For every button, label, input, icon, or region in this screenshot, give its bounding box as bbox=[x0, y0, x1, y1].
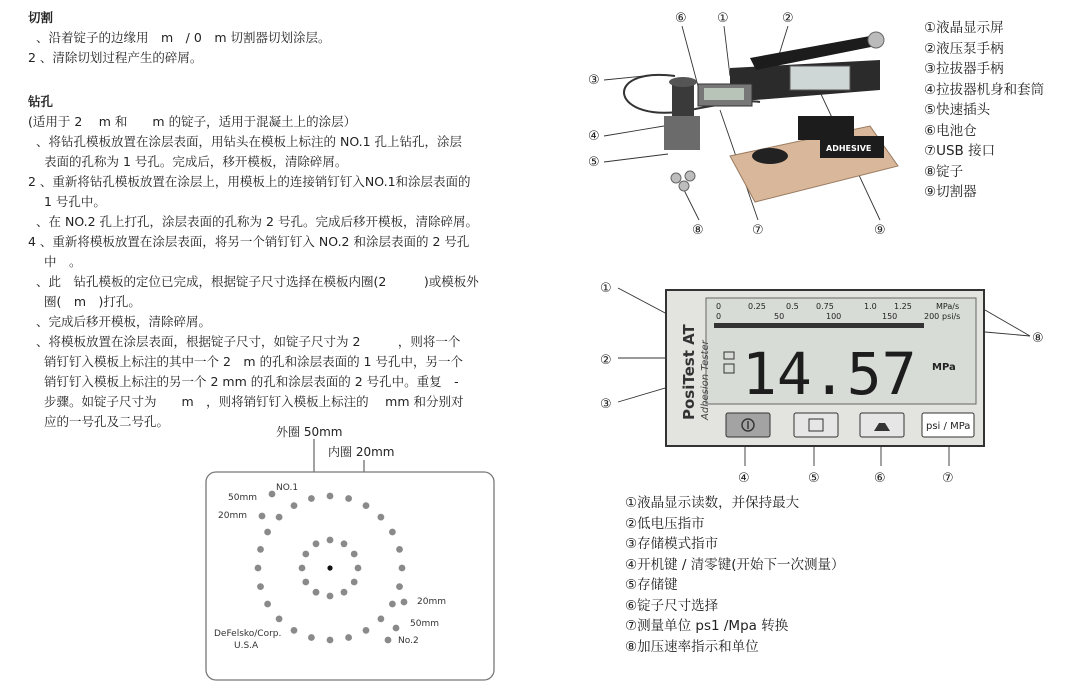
display-legend-item: ⑧加压速率指示和单位 bbox=[625, 638, 759, 655]
scale-psi-3: 150 bbox=[882, 312, 898, 321]
template-hole bbox=[341, 540, 348, 547]
template-hole bbox=[302, 551, 309, 558]
device-legend-item: ③拉拔器手柄 bbox=[924, 61, 1004, 77]
device-callout-8: ⑧ bbox=[692, 223, 704, 238]
template-hole bbox=[257, 583, 264, 590]
device-legend-item: ④拉拔器机身和套筒 bbox=[924, 81, 1045, 98]
template-hole bbox=[308, 634, 315, 641]
pressure-reading: 14.57 bbox=[742, 340, 917, 408]
display-legend-item: ③存储模式指市 bbox=[625, 536, 719, 552]
drilling-line-2: 、将钻孔模板放置在涂层表面，用钻头在模板上标注的 NO.1 孔上钻孔，涂层 bbox=[36, 134, 463, 149]
template-hole bbox=[363, 502, 370, 509]
drilling-line-14: 销钉钉入模板上标注的另一个 2 mm 的孔和涂层表面的 2 号孔中。重复 - bbox=[44, 374, 459, 389]
outer-circle-label: 外圈 50mm bbox=[276, 425, 343, 439]
dolly-size-button[interactable] bbox=[860, 413, 904, 437]
scale-mpa-1: 0.25 bbox=[748, 302, 766, 311]
mark-50mm-right: 50mm bbox=[410, 619, 439, 629]
display-callout-8: ⑧ bbox=[1032, 331, 1044, 346]
handle-knob bbox=[868, 32, 884, 48]
scale-psi-0: 0 bbox=[716, 312, 722, 321]
display-callout-1: ① bbox=[600, 281, 612, 296]
template-hole bbox=[291, 502, 298, 509]
device-callout-2: ② bbox=[782, 11, 794, 26]
power-zero-button[interactable] bbox=[726, 413, 770, 437]
mark-20mm-right: 20mm bbox=[417, 597, 446, 607]
drilling-line-12: 、将模板放置在涂层表面，根据锭子尺寸，如锭子尺寸为 2 ，则将一个 bbox=[36, 334, 461, 349]
display-legend-item: ②低电压指市 bbox=[625, 515, 705, 532]
display-legend-item: ④开机键 / 清零键(开始下一次测量） bbox=[625, 556, 845, 573]
rate-bar bbox=[714, 323, 924, 328]
tester-kit-illustration bbox=[580, 6, 910, 240]
actuator-sleeve bbox=[664, 116, 700, 150]
unit-toggle-label: psi / MPa bbox=[926, 421, 971, 432]
scale-mpa-4: 1.0 bbox=[864, 302, 877, 311]
scale-mpa-0: 0 bbox=[716, 302, 722, 311]
drilling-heading: 钻孔 bbox=[28, 94, 54, 109]
display-callout-5: ⑤ bbox=[808, 471, 820, 486]
template-hole bbox=[351, 551, 358, 558]
display-legend bbox=[625, 493, 845, 657]
template-hole bbox=[255, 565, 262, 572]
mark-50mm-left: 50mm bbox=[228, 493, 257, 503]
template-hole bbox=[389, 529, 396, 536]
drilling-line-6: 、在 NO.2 孔上打孔，涂层表面的孔称为 2 号孔。完成后移开模板，清除碎屑。 bbox=[36, 214, 478, 229]
display-callout-4: ④ bbox=[738, 471, 750, 486]
scale-psi-2: 100 bbox=[826, 312, 842, 321]
drilling-line-4: 2 、重新将钻孔模板放置在涂层上，用模板上的连接销钉钉入NO.1和涂层表面的 bbox=[28, 174, 471, 189]
display-legend-item: ⑦测量单位 ps1 /Mpa 转换 bbox=[625, 618, 789, 634]
template-hole bbox=[313, 589, 320, 596]
display-legend-item: ⑥锭子尺寸选择 bbox=[625, 597, 719, 614]
scale-mpa-unit: MPa/s bbox=[936, 302, 960, 311]
scale-mpa-3: 0.75 bbox=[816, 302, 834, 311]
cutting-heading: 切割 bbox=[28, 10, 54, 25]
template-hole bbox=[351, 579, 358, 586]
template-hole bbox=[276, 514, 283, 521]
device-legend-item: ②液压泵手柄 bbox=[924, 40, 1004, 57]
template-hole bbox=[401, 599, 408, 606]
device-legend-item: ⑦USB 接口 bbox=[924, 143, 996, 159]
display-panel-illustration bbox=[590, 270, 1065, 490]
display-callout-7: ⑦ bbox=[942, 471, 954, 486]
template-hole bbox=[378, 616, 385, 623]
scale-psi-1: 50 bbox=[774, 312, 785, 321]
device-legend-item: ⑥电池仓 bbox=[924, 122, 977, 139]
mini-lcd-screen bbox=[704, 88, 744, 100]
template-hole bbox=[389, 601, 396, 608]
pump-gauge-window bbox=[790, 66, 850, 90]
device-legend-item: ⑨切割器 bbox=[924, 184, 977, 200]
display-callout-6: ⑥ bbox=[874, 471, 886, 486]
template-hole bbox=[299, 565, 306, 572]
template-hole bbox=[396, 583, 403, 590]
adhesive-label: ADHESIVE bbox=[826, 144, 872, 153]
template-hole bbox=[302, 579, 309, 586]
device-callout-1: ① bbox=[717, 11, 729, 26]
scale-mpa-5: 1.25 bbox=[894, 302, 912, 311]
inner-circle-label: 内圈 20mm bbox=[328, 445, 395, 459]
template-hole bbox=[396, 546, 403, 553]
device-callout-9: ⑨ bbox=[874, 223, 886, 238]
mark-no1: NO.1 bbox=[276, 483, 299, 493]
template-hole bbox=[327, 493, 334, 500]
dollies bbox=[671, 171, 695, 191]
memory-button[interactable] bbox=[794, 413, 838, 437]
scale-psi-unit: psi/s bbox=[942, 312, 961, 321]
drilling-line-5: 1 号孔中。 bbox=[44, 194, 106, 209]
template-hole bbox=[327, 593, 334, 600]
device-callout-3: ③ bbox=[588, 73, 600, 88]
template-hole bbox=[363, 627, 370, 634]
drilling-line-15: 步骤。如锭子尺寸为 m ，则将销钉钉入模板上标注的 mm 和分别对 bbox=[44, 394, 464, 409]
drilling-line-11: 、完成后移开模板，清除碎屑。 bbox=[36, 314, 212, 329]
mark-no2: No.2 bbox=[398, 636, 419, 646]
display-legend-item: ⑤存储键 bbox=[625, 577, 678, 593]
template-hole bbox=[355, 565, 362, 572]
reading-unit: MPa bbox=[932, 362, 956, 373]
template-hole bbox=[269, 491, 276, 498]
device-legend-item: ①液晶显示屏 bbox=[924, 20, 1004, 36]
device-callout-4: ④ bbox=[588, 129, 600, 144]
drilling-line-10: 圈( m )打孔。 bbox=[44, 294, 141, 309]
template-hole bbox=[257, 546, 264, 553]
brand-line-1: PosiTest AT bbox=[680, 324, 698, 420]
unit-toggle-button[interactable] bbox=[922, 413, 974, 437]
drilling-line-13: 销钉钉入模板上标注的其中一个 2 m 的孔和涂层表面的 1 号孔中，另一个 bbox=[44, 354, 463, 369]
template-hole bbox=[378, 514, 385, 521]
drilling-line-7: 4 、重新将模板放置在涂层表面，将另一个销钉钉入 NO.2 和涂层表面的 2 号孔 bbox=[28, 234, 470, 249]
drill-template-figure bbox=[200, 420, 500, 685]
cutting-line-2: 2 、清除切划过程产生的碎屑。 bbox=[28, 50, 203, 65]
drilling-line-3: 表面的孔称为 1 号孔。完成后，移开模板，清除碎屑。 bbox=[44, 154, 348, 169]
drilling-line-8: 中 。 bbox=[44, 254, 82, 269]
template-hole bbox=[264, 601, 271, 608]
device-callout-6: ⑥ bbox=[675, 11, 687, 26]
template-hole bbox=[399, 565, 406, 572]
template-hole bbox=[276, 616, 283, 623]
template-hole bbox=[345, 634, 352, 641]
template-hole bbox=[341, 589, 348, 596]
maker-line-1: DeFelsko/Corp. bbox=[214, 629, 282, 639]
cutting-section bbox=[28, 8, 330, 68]
template-hole bbox=[308, 495, 315, 502]
center-hole bbox=[327, 565, 332, 570]
drilling-section bbox=[28, 92, 479, 432]
mark-20mm-left: 20mm bbox=[218, 511, 247, 521]
template-hole bbox=[291, 627, 298, 634]
template-hole bbox=[385, 637, 392, 644]
scale-mpa-2: 0.5 bbox=[786, 302, 799, 311]
drilling-line-1: (适用于 2 m 和 m 的锭子，适用于混凝土上的涂层） bbox=[28, 114, 357, 129]
template-hole bbox=[327, 637, 334, 644]
cutter-tool bbox=[752, 148, 788, 164]
device-legend bbox=[924, 18, 1044, 203]
drilling-line-9: 、此 钻孔模板的定位已完成，根据锭子尺寸选择在模板内圈(2 )或模板外 bbox=[36, 274, 479, 289]
device-callout-7: ⑦ bbox=[752, 223, 764, 238]
display-callout-3: ③ bbox=[600, 397, 612, 412]
template-hole bbox=[345, 495, 352, 502]
template-hole bbox=[259, 513, 266, 520]
device-legend-item: ⑤快速插头 bbox=[924, 102, 991, 118]
maker-line-2: U.S.A bbox=[234, 641, 259, 651]
template-hole bbox=[327, 537, 334, 544]
display-callout-2: ② bbox=[600, 353, 612, 368]
drilling-line-16: 应的一号孔及二号孔。 bbox=[44, 414, 170, 429]
template-hole bbox=[313, 540, 320, 547]
template-hole bbox=[264, 529, 271, 536]
display-legend-item: ①液晶显示读数，并保持最大 bbox=[625, 495, 800, 511]
cutting-line-1: 、沿着锭子的边缘用 m / 0 m 切割器切划涂层。 bbox=[36, 30, 331, 45]
device-legend-item: ⑧锭子 bbox=[924, 163, 964, 180]
device-callout-5: ⑤ bbox=[588, 155, 600, 170]
scale-psi-4: 200 bbox=[924, 312, 940, 321]
brand-line-2: Adhesion Tester bbox=[700, 340, 711, 420]
template-hole bbox=[393, 625, 400, 632]
